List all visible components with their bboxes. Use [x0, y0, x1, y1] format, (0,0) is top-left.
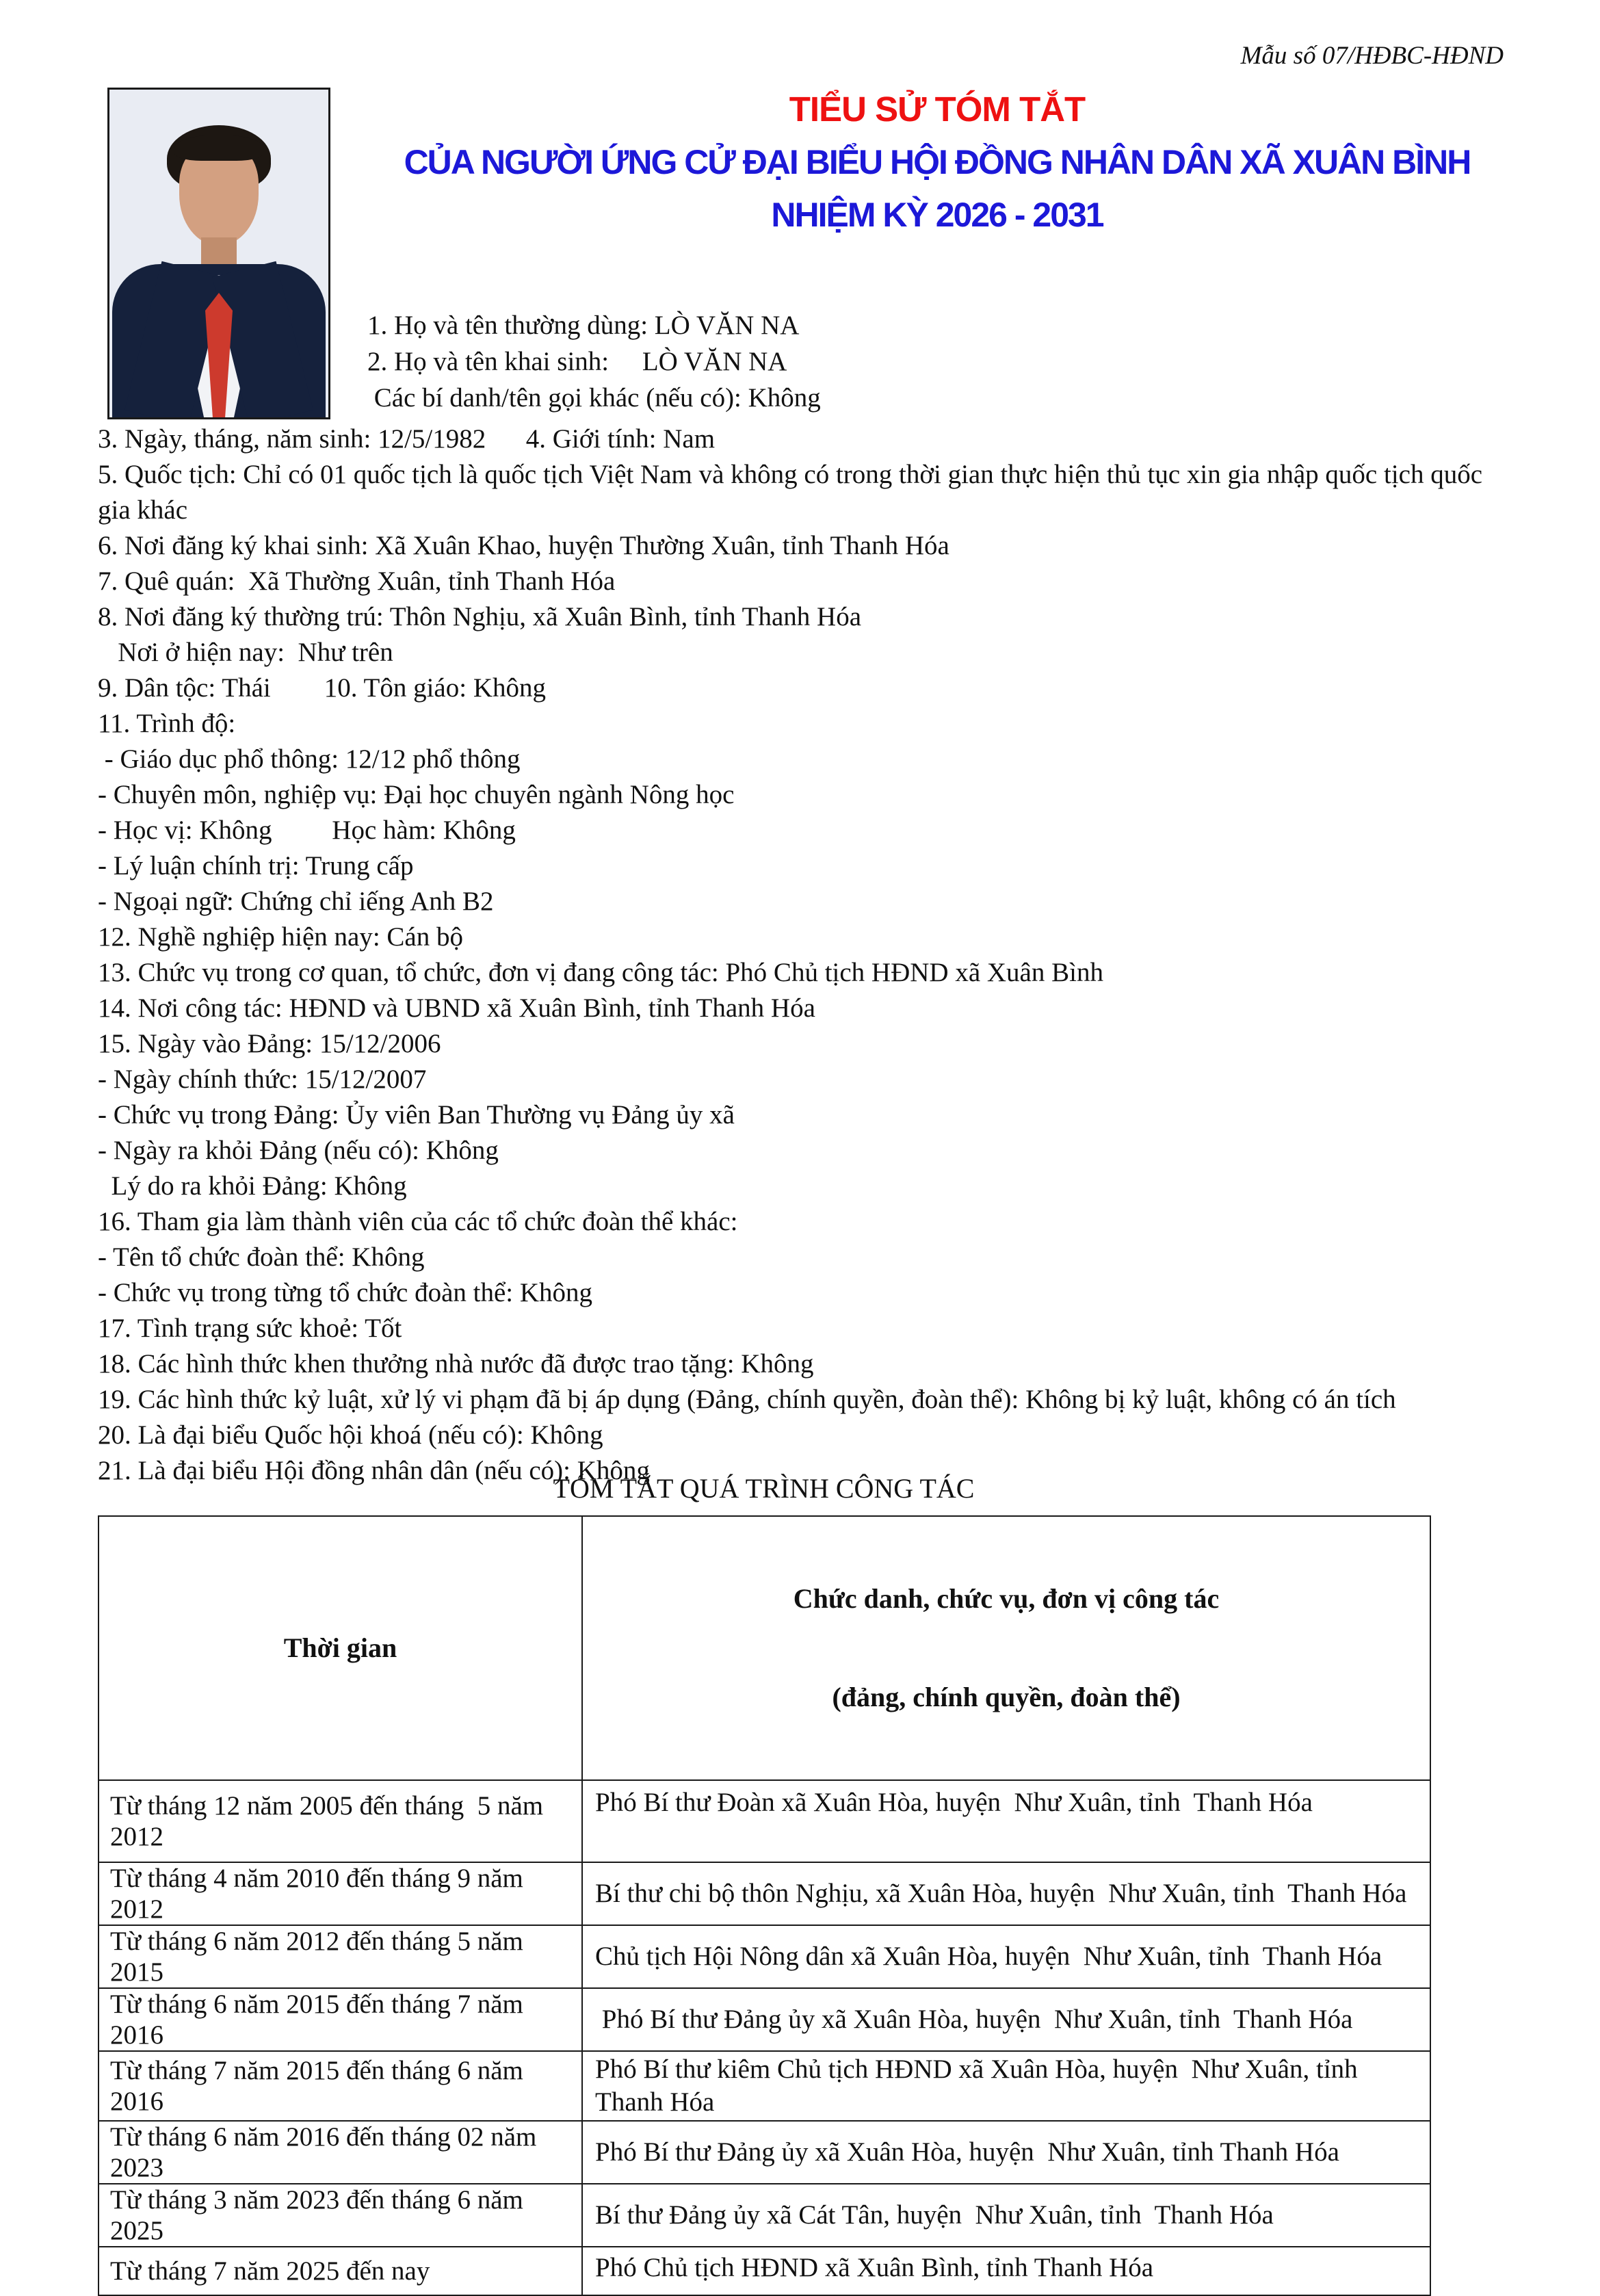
- name-fields: [367, 307, 821, 416]
- column-header-time: Thời gian: [99, 1516, 582, 1780]
- role-cell: Phó Bí thư Đoàn xã Xuân Hòa, huyện Như Xuân, tỉnh Thanh Hóa: [582, 1780, 1430, 1862]
- info-line: - Chức vụ trong từng tổ chức đoàn thể: Không: [98, 1278, 593, 1307]
- time-cell: Từ tháng 6 năm 2015 đến tháng 7 năm 2016: [99, 1988, 582, 2051]
- document-subtitle: CỦA NGƯỜI ỨNG CỬ ĐẠI BIỂU HỘI ĐỒNG NHÂN DÂN XÃ XUÂN BÌNH: [404, 143, 1471, 181]
- role-cell: Bí thư Đảng ủy xã Cát Tân, huyện Như Xuân, tỉnh Thanh Hóa: [582, 2184, 1430, 2247]
- table-row: [99, 2051, 1430, 2121]
- table-row: [99, 2247, 1430, 2295]
- info-line: 16. Tham gia làm thành viên của các tổ chức đoàn thể khác:: [98, 1207, 738, 1236]
- role-cell: Bí thư chi bộ thôn Nghịu, xã Xuân Hòa, huyện Như Xuân, tỉnh Thanh Hóa: [582, 1862, 1430, 1925]
- info-line: 18. Các hình thức khen thưởng nhà nước đã được trao tặng: Không: [98, 1349, 814, 1379]
- work-history-table: [98, 1515, 1431, 2296]
- time-cell: Từ tháng 6 năm 2016 đến tháng 02 năm 2023: [99, 2121, 582, 2184]
- name-field-line: Các bí danh/tên gọi khác (nếu có): Không: [367, 383, 821, 413]
- column-header-role: [582, 1516, 1430, 1780]
- info-line: 12. Nghề nghiệp hiện nay: Cán bộ: [98, 922, 463, 952]
- info-line: 15. Ngày vào Đảng: 15/12/2006: [98, 1029, 441, 1058]
- table-row: [99, 1862, 1430, 1925]
- info-line: - Tên tổ chức đoàn thể: Không: [98, 1242, 425, 1272]
- time-cell: Từ tháng 12 năm 2005 đến tháng 5 năm 2012: [99, 1780, 582, 1862]
- info-line: 3. Ngày, tháng, năm sinh: 12/5/1982 4. Giới tính: Nam: [98, 424, 716, 454]
- time-cell: Từ tháng 3 năm 2023 đến tháng 6 năm 2025: [99, 2184, 582, 2247]
- table-header-row: [99, 1516, 1430, 1780]
- photo-hair-fringe: [174, 135, 263, 161]
- candidate-photo: [107, 88, 330, 419]
- table-row: [99, 1988, 1430, 2051]
- role-cell: Phó Bí thư Đảng ủy xã Xuân Hòa, huyện Như Xuân, tỉnh Thanh Hóa: [582, 2121, 1430, 2184]
- time-cell: Từ tháng 6 năm 2012 đến tháng 5 năm 2015: [99, 1925, 582, 1988]
- column-header-role-line1: Chức danh, chức vụ, đơn vị công tác: [793, 1583, 1220, 1614]
- table-row: [99, 2184, 1430, 2247]
- time-cell: Từ tháng 7 năm 2025 đến nay: [99, 2247, 582, 2295]
- info-line: - Chuyên môn, nghiệp vụ: Đại học chuyên ngành Nông học: [98, 780, 735, 809]
- info-line: 8. Nơi đăng ký thường trú: Thôn Nghịu, xã Xuân Bình, tỉnh Thanh Hóa: [98, 602, 862, 631]
- role-cell: Phó Bí thư kiêm Chủ tịch HĐND xã Xuân Hòa, huyện Như Xuân, tỉnh Thanh Hóa: [582, 2051, 1430, 2121]
- info-line: - Ngoại ngữ: Chứng chỉ iếng Anh B2: [98, 887, 494, 916]
- info-line: - Chức vụ trong Đảng: Ủy viên Ban Thường vụ Đảng ủy xã: [98, 1100, 735, 1130]
- info-line: - Giáo dục phổ thông: 12/12 phổ thông: [98, 744, 521, 774]
- document-term: NHIỆM KỲ 2026 - 2031: [771, 196, 1103, 234]
- info-line: Nơi ở hiện nay: Như trên: [98, 638, 393, 667]
- role-cell: Chủ tịch Hội Nông dân xã Xuân Hòa, huyện Như Xuân, tỉnh Thanh Hóa: [582, 1925, 1430, 1988]
- info-list: [98, 421, 1508, 1489]
- info-line: - Ngày chính thức: 15/12/2007: [98, 1065, 427, 1094]
- info-line: Lý do ra khỏi Đảng: Không: [98, 1171, 407, 1201]
- time-cell: Từ tháng 4 năm 2010 đến tháng 9 năm 2012: [99, 1862, 582, 1925]
- name-field-line: 1. Họ và tên thường dùng: LÒ VĂN NA: [367, 311, 800, 340]
- table-row: [99, 1780, 1430, 1862]
- info-line: 20. Là đại biểu Quốc hội khoá (nếu có): Không: [98, 1420, 603, 1450]
- info-line: 9. Dân tộc: Thái 10. Tôn giáo: Không: [98, 673, 546, 703]
- info-line: 19. Các hình thức kỷ luật, xử lý vi phạm đã bị áp dụng (Đảng, chính quyền, đoàn thể): Không bị kỷ luật, không có án tích: [98, 1385, 1396, 1414]
- info-line: 7. Quê quán: Xã Thường Xuân, tỉnh Thanh Hóa: [98, 566, 616, 596]
- info-line: 14. Nơi công tác: HĐND và UBND xã Xuân Bình, tỉnh Thanh Hóa: [98, 993, 815, 1023]
- form-code-label: Mẫu số 07/HĐBC-HĐND: [1240, 42, 1504, 70]
- role-cell: Phó Bí thư Đảng ủy xã Xuân Hòa, huyện Như Xuân, tỉnh Thanh Hóa: [582, 1988, 1430, 2051]
- column-header-role-line2: (đảng, chính quyền, đoàn thể): [832, 1682, 1181, 1712]
- info-line: - Học vị: Không Học hàm: Không: [98, 816, 516, 845]
- work-history-heading: TÓM TẮT QUÁ TRÌNH CÔNG TÁC: [553, 1473, 975, 1504]
- info-line: - Lý luận chính trị: Trung cấp: [98, 851, 414, 880]
- info-line: - Ngày ra khỏi Đảng (nếu có): Không: [98, 1136, 499, 1165]
- role-cell: Phó Chủ tịch HĐND xã Xuân Bình, tỉnh Thanh Hóa: [582, 2247, 1430, 2295]
- info-line: 5. Quốc tịch: Chỉ có 01 quốc tịch là quốc tịch Việt Nam và không có trong thời gian thực hiện thủ tục xin gia nhập quốc tịch quốc gia khác: [98, 460, 1489, 525]
- table-row: [99, 2121, 1430, 2184]
- table-row: [99, 1925, 1430, 1988]
- title-block: [328, 89, 1546, 235]
- info-line: 21. Là đại biểu Hội đồng nhân dân (nếu có): Không: [98, 1456, 650, 1485]
- name-field-line: 2. Họ và tên khai sinh: LÒ VĂN NA: [367, 347, 787, 376]
- time-cell: Từ tháng 7 năm 2015 đến tháng 6 năm 2016: [99, 2051, 582, 2121]
- info-line: 13. Chức vụ trong cơ quan, tổ chức, đơn vị đang công tác: Phó Chủ tịch HĐND xã Xuân Bình: [98, 958, 1103, 987]
- info-line: 11. Trình độ:: [98, 709, 236, 738]
- document-title: TIỂU SỬ TÓM TẮT: [789, 90, 1086, 129]
- info-line: 17. Tình trạng sức khoẻ: Tốt: [98, 1314, 402, 1343]
- info-line: 6. Nơi đăng ký khai sinh: Xã Xuân Khao, huyện Thường Xuân, tỉnh Thanh Hóa: [98, 531, 949, 560]
